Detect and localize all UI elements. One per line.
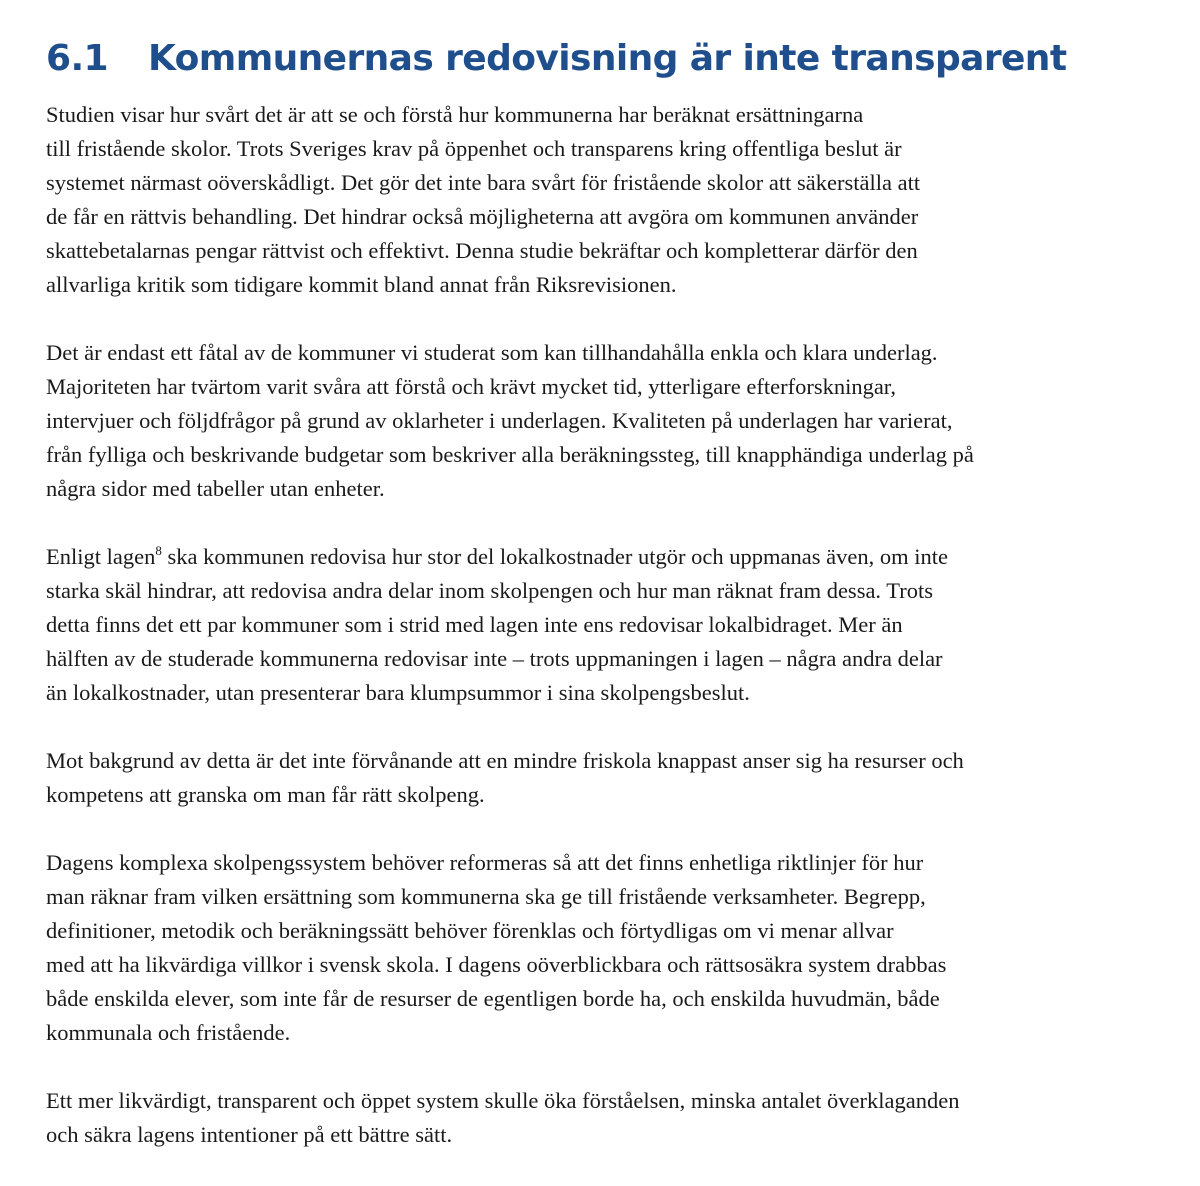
- paragraph-line: Dagens komplexa skolpengssystem behöver reformeras så att det finns enhetliga riktlinjer för hur: [46, 850, 924, 875]
- paragraph: [46, 744, 1176, 812]
- paragraph-line: med att ha likvärdiga villkor i svensk skola. I dagens oöverblickbara och rättsosäkra system drabbas: [46, 952, 947, 977]
- line-text: ska kommunen redovisa hur stor del lokalkostnader utgör och uppmanas även, om inte: [161, 544, 948, 569]
- paragraph: [46, 540, 1176, 710]
- paragraph-line: både enskilda elever, som inte får de resurser de egentligen borde ha, och enskilda huvudmän, både: [46, 986, 940, 1011]
- paragraph-line: [46, 540, 1176, 574]
- paragraph: [46, 1084, 1176, 1152]
- section-title: Kommunernas redovisning är inte transparent: [148, 38, 1067, 79]
- paragraph-line: allvarliga kritik som tidigare kommit bland annat från Riksrevisionen.: [46, 272, 677, 297]
- paragraph-line: och säkra lagens intentioner på ett bättre sätt.: [46, 1122, 453, 1147]
- paragraph-line: Majoriteten har tvärtom varit svåra att förstå och krävt mycket tid, ytterligare efterforskningar,: [46, 374, 897, 399]
- paragraph-line: några sidor med tabeller utan enheter.: [46, 476, 385, 501]
- footnote-marker[interactable]: 8: [155, 542, 162, 558]
- paragraph-line: från fylliga och beskrivande budgetar som beskriver alla beräkningssteg, till knapphändiga underlag på: [46, 442, 974, 467]
- paragraph-line: Det är endast ett fåtal av de kommuner vi studerat som kan tillhandahålla enkla och klara underlag.: [46, 340, 938, 365]
- paragraph-line: hälften av de studerade kommunerna redovisar inte – trots uppmaningen i lagen – några andra delar: [46, 646, 943, 671]
- paragraph-line: än lokalkostnader, utan presenterar bara klumpsummor i sina skolpengsbeslut.: [46, 680, 750, 705]
- section-heading: [46, 34, 1176, 84]
- paragraph: [46, 98, 1176, 302]
- section-number: 6.1: [46, 38, 108, 79]
- paragraph-line: kommunala och fristående.: [46, 1020, 291, 1045]
- paragraph-line: detta finns det ett par kommuner som i strid med lagen inte ens redovisar lokalbidraget. Mer än: [46, 612, 903, 637]
- paragraph: [46, 846, 1176, 1050]
- line-text: Enligt lagen: [46, 544, 156, 569]
- paragraph-line: man räknar fram vilken ersättning som kommunerna ska ge till fristående verksamheter. Begrepp,: [46, 884, 926, 909]
- paragraph-line: definitioner, metodik och beräkningssätt behöver förenklas och förtydligas om vi menar allvar: [46, 918, 894, 943]
- paragraph-line: Mot bakgrund av detta är det inte förvånande att en mindre friskola knappast anser sig ha resurser och: [46, 748, 964, 773]
- paragraph-line: de får en rättvis behandling. Det hindrar också möjligheterna att avgöra om kommunen använder: [46, 204, 919, 229]
- paragraph-line: skattebetalarnas pengar rättvist och effektivt. Denna studie bekräftar och kompletterar därför den: [46, 238, 918, 263]
- paragraph-line: Studien visar hur svårt det är att se och förstå hur kommunerna har beräknat ersättningarna: [46, 102, 864, 127]
- body-text: [46, 98, 1176, 1152]
- paragraph-line: starka skäl hindrar, att redovisa andra delar inom skolpengen och hur man räknat fram dessa. Trots: [46, 578, 933, 603]
- paragraph-line: intervjuer och följdfrågor på grund av oklarheter i underlagen. Kvaliteten på underlagen har varierat,: [46, 408, 953, 433]
- paragraph: [46, 336, 1176, 506]
- paragraph-line: kompetens att granska om man får rätt skolpeng.: [46, 782, 485, 807]
- document-page: [46, 34, 1176, 1186]
- paragraph-line: systemet närmast oöverskådligt. Det gör det inte bara svårt för fristående skolor att säkerställa att: [46, 170, 921, 195]
- paragraph-line: Ett mer likvärdigt, transparent och öppet system skulle öka förståelsen, minska antalet överklaganden: [46, 1088, 960, 1113]
- paragraph-line: till fristående skolor. Trots Sveriges krav på öppenhet och transparens kring offentliga beslut är: [46, 136, 902, 161]
